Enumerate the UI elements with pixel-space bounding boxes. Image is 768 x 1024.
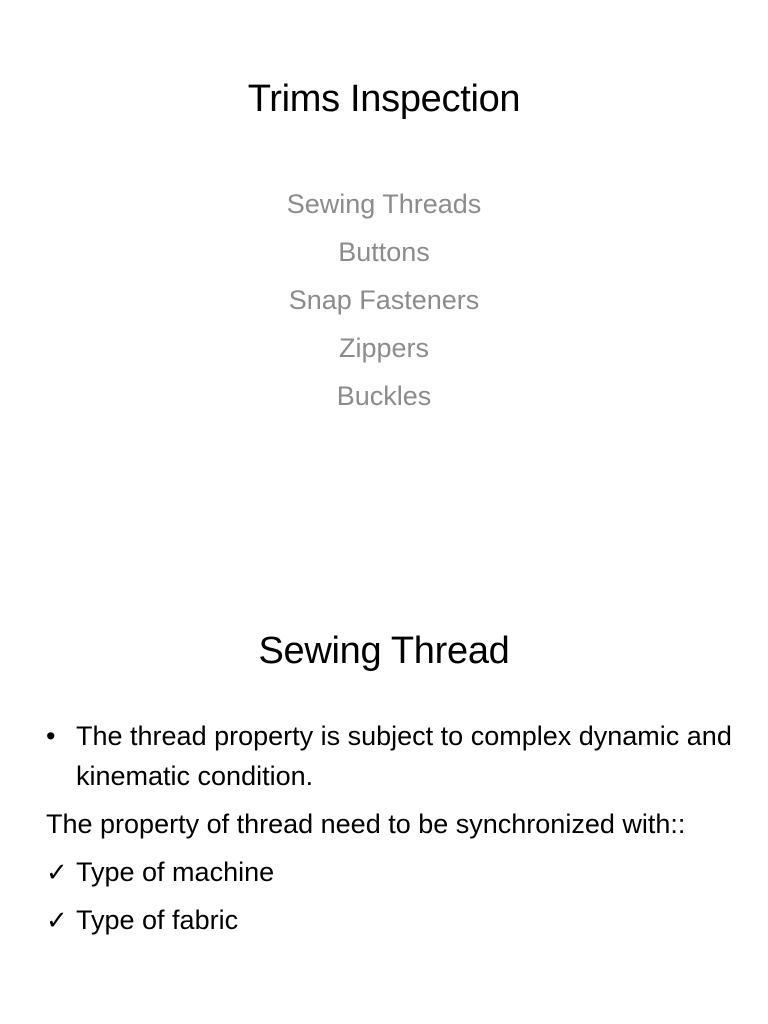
topic-list: [0, 180, 768, 420]
body-paragraph: The property of thread need to be synchronized with::: [46, 809, 686, 839]
list-item: Buttons: [338, 237, 430, 267]
checklist-label: Type of machine: [76, 857, 275, 887]
list-item: Sewing Threads: [286, 189, 482, 219]
checkmark-icon: ✓: [46, 905, 68, 935]
bullet-paragraph: [46, 716, 736, 796]
list-item: Snap Fasteners: [288, 285, 480, 315]
bullet-text: The thread property is subject to complex dynamic and kinematic condition.: [76, 721, 732, 791]
slide-title: Trims Inspection: [247, 78, 521, 120]
slide-body: [46, 716, 736, 948]
checkmark-icon: ✓: [46, 857, 68, 887]
checklist-item: [46, 852, 736, 892]
checklist-item: [46, 900, 736, 940]
checklist-label: Type of fabric: [76, 905, 239, 935]
list-item: Zippers: [338, 333, 430, 363]
slide-sewing-thread: [0, 512, 768, 1024]
bullet-icon: •: [46, 721, 56, 751]
slide-title: Sewing Thread: [258, 630, 510, 672]
list-item: Buckles: [336, 381, 432, 411]
